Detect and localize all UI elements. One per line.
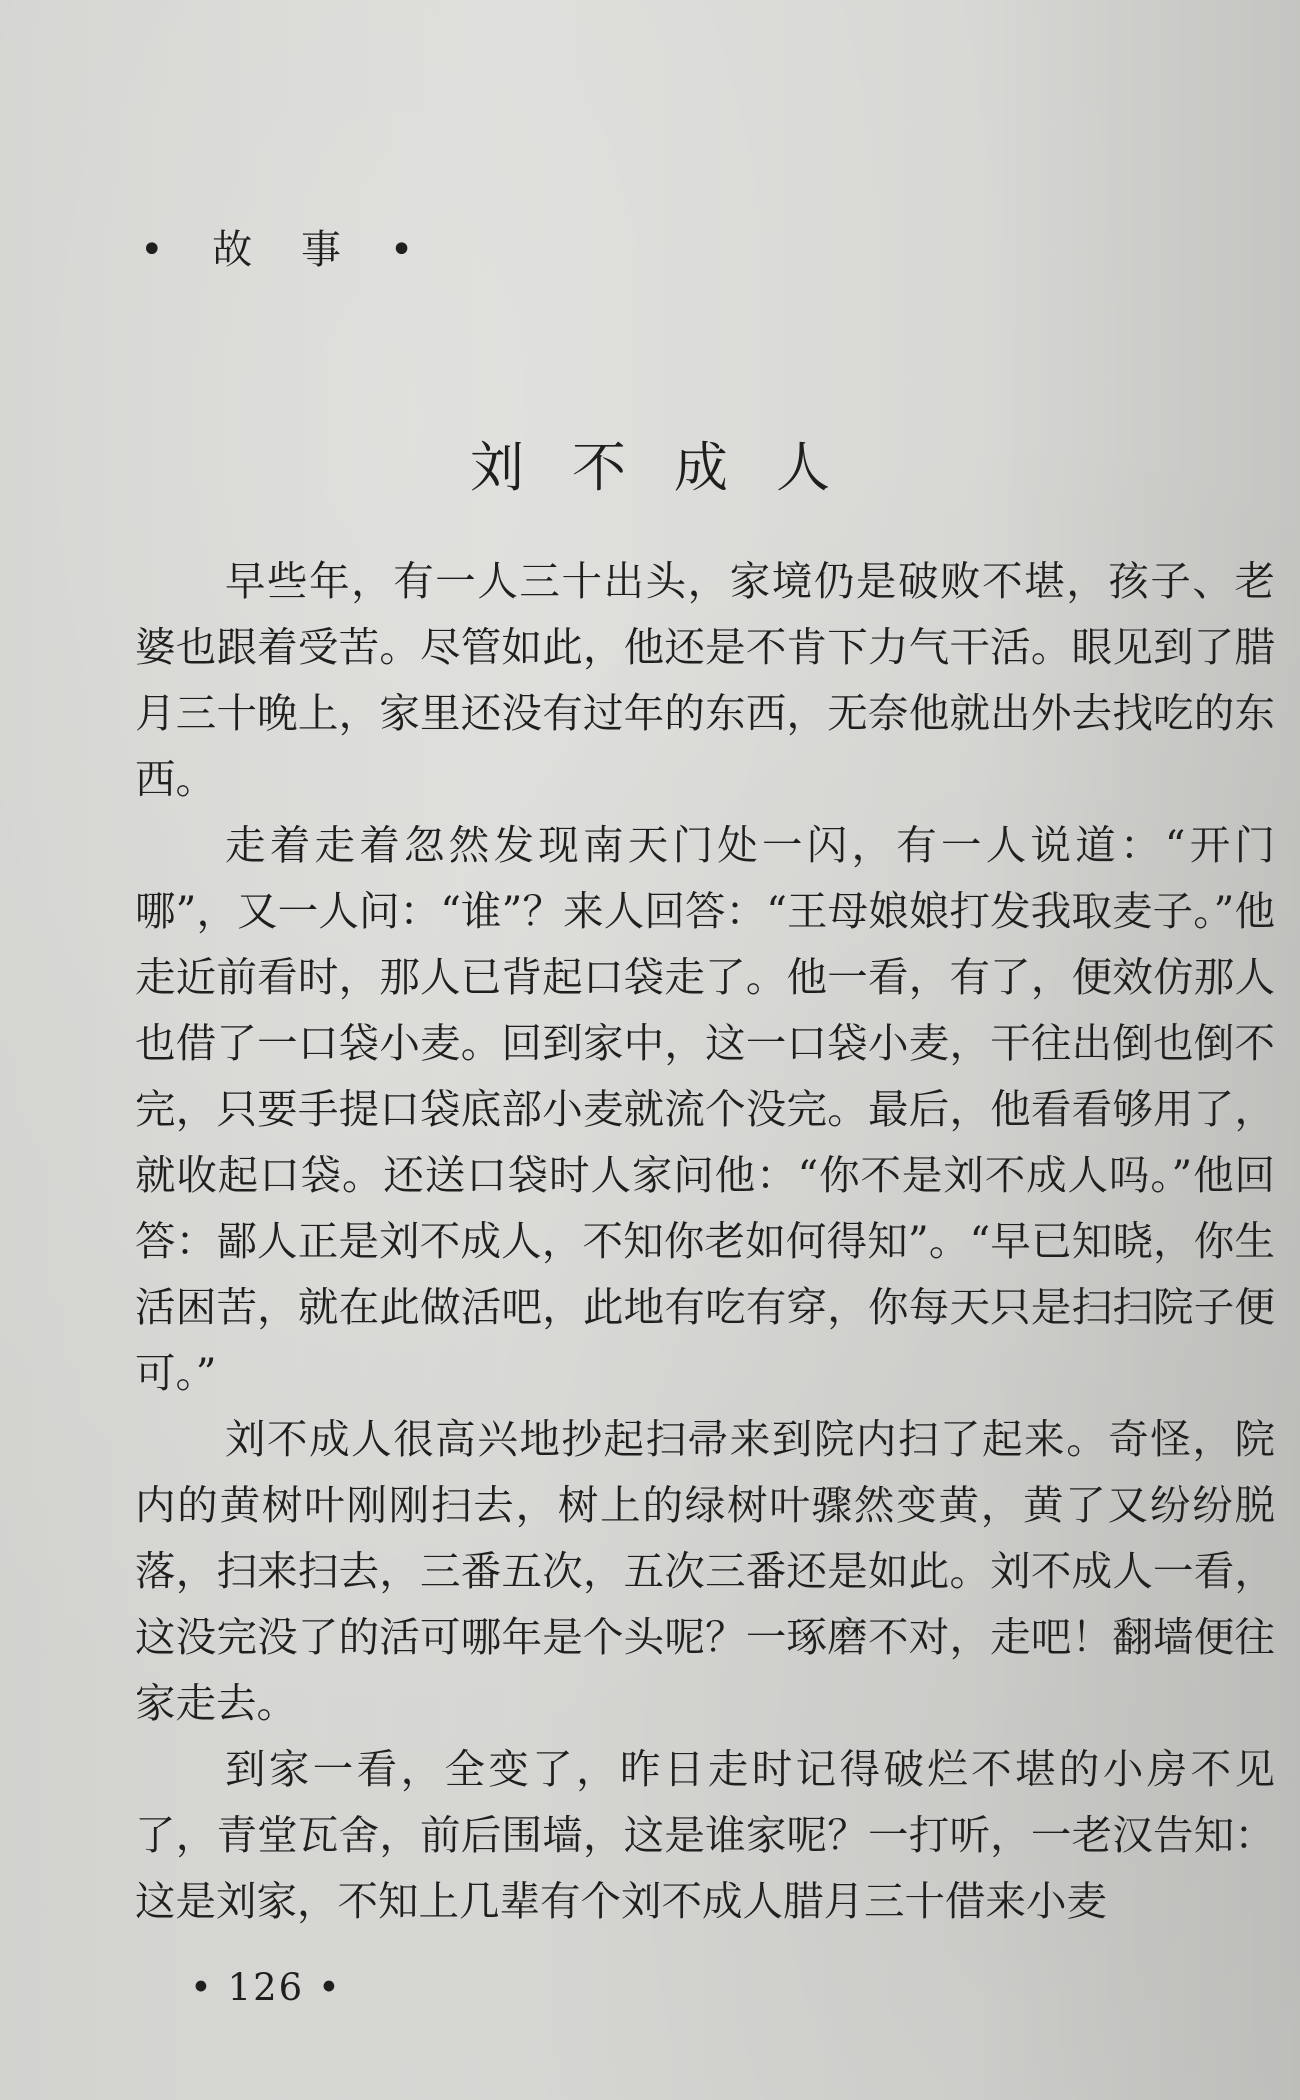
- story-paragraph: 早些年，有一人三十出头，家境仍是破败不堪，孩子、老婆也跟着受苦。尽管如此，他还是不肯下力气干活。眼见到了腊月三十晚上，家里还没有过年的东西，无奈他就出外去找吃的东西。: [135, 557, 1275, 803]
- story-title: 刘不成人: [470, 436, 878, 499]
- story-body: [135, 548, 1275, 1934]
- section-label: • 故 事 •: [140, 227, 432, 273]
- page-number: • 126 •: [190, 1966, 342, 2009]
- story-paragraph: 走着走着忽然发现南天门处一闪，有一人说道：“开门哪”，又一人问：“谁”？来人回答：“王母娘娘打发我取麦子。”他走近前看时，那人已背起口袋走了。他一看，有了，便效仿那人也借了一口袋小麦。回到家中，这一口袋小麦，干往出倒也倒不完，只要手提口袋底部小麦就流个没完。最后，他看看够用了，就收起口袋。还送口袋时人家问他：“你不是刘不成人吗。”他回答：鄙人正是刘不成人，不知你老如何得知”。“早已知晓，你生活困苦，就在此做活吧，此地有吃有穿，你每天只是扫扫院子便可。”: [135, 821, 1275, 1397]
- story-paragraph: 到家一看，全变了，昨日走时记得破烂不堪的小房不见了，青堂瓦舍，前后围墙，这是谁家呢？一打听，一老汉告知：这是刘家，不知上几辈有个刘不成人腊月三十借来小麦: [135, 1745, 1275, 1925]
- story-paragraph: 刘不成人很高兴地抄起扫帚来到院内扫了起来。奇怪，院内的黄树叶刚刚扫去，树上的绿树叶骤然变黄，黄了又纷纷脱落，扫来扫去，三番五次，五次三番还是如此。刘不成人一看，这没完没了的活可哪年是个头呢？一琢磨不对，走吧！翻墙便往家走去。: [135, 1415, 1275, 1727]
